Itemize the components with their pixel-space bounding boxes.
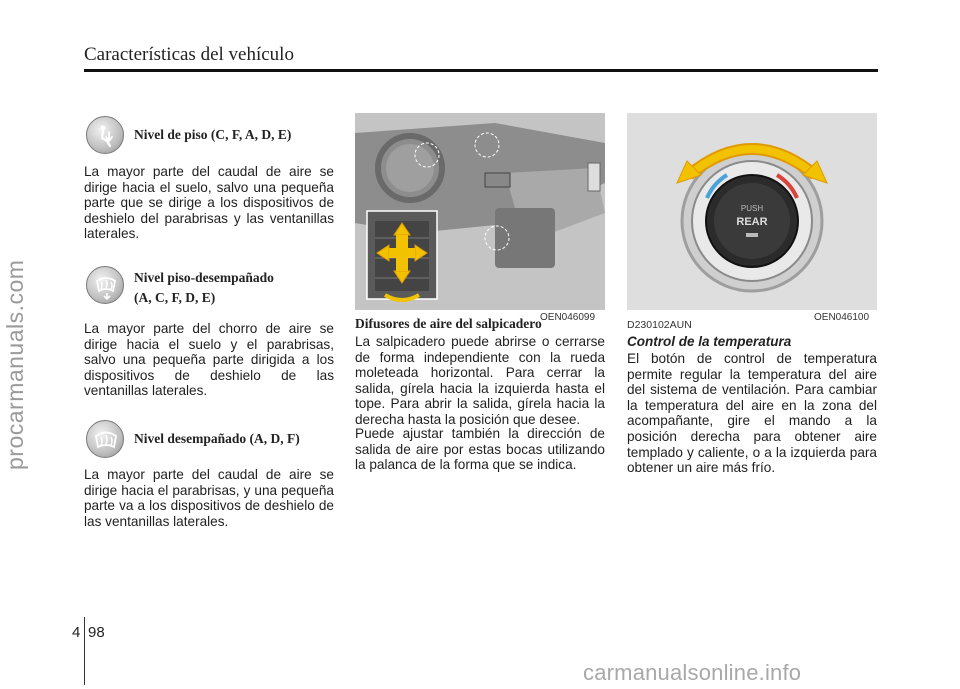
vents-paragraph-2: Puede ajustar también la dirección de salida de aire por estas bocas utilizando la palanca de la forma que se indica. bbox=[355, 426, 605, 473]
page-header-title: Características del vehículo bbox=[84, 44, 294, 65]
figure-code-knob: OEN046100 bbox=[814, 312, 870, 323]
temperature-heading: Control de la temperatura bbox=[627, 334, 792, 349]
footer-page-number: 98 bbox=[88, 624, 105, 641]
mode-text-defrost: La mayor parte del caudal de aire se dirige hacia el parabrisas, y una pequeña parte va a los dispositivos de deshielo de las ventanillas laterales. bbox=[84, 467, 334, 529]
defrost-icon bbox=[86, 420, 124, 458]
temperature-knob-figure bbox=[627, 113, 877, 310]
mode-text-floor-defrost: La mayor parte del chorro de aire se dirige hacia el suelo y el parabrisas, salvo una pequeña parte dirigida a los dispositivos de deshielo de las ventanillas laterales. bbox=[84, 321, 334, 399]
knob-rear-text: REAR bbox=[736, 216, 768, 228]
watermark-left: procarmanuals.com bbox=[2, 259, 28, 470]
footer-divider bbox=[84, 617, 85, 685]
mode-title-floor: Nivel de piso (C, F, A, D, E) bbox=[134, 127, 292, 142]
vents-heading: Difusores de aire del salpicadero bbox=[355, 316, 542, 331]
temperature-paragraph: El botón de control de temperatura permite regular la temperatura del aire del sistema de ventilación. Para cambiar la temperatura del aire en la zona del acompañante, gire el mando a la posición derecha para obtener aire templado y caliente, o a la izquierda para obtener un aire más frío. bbox=[627, 351, 877, 476]
mode-text-floor: La mayor parte del caudal de aire se dirige hacia el suelo, salvo una pequeña parte que se dirige a los dispositivos de deshielo del parabrisas y las ventanillas laterales. bbox=[84, 164, 334, 242]
floor-defrost-icon bbox=[86, 266, 124, 304]
dashboard-vents-figure bbox=[355, 113, 605, 310]
footer-chapter-number: 4 bbox=[72, 624, 81, 641]
knob-push-text: PUSH bbox=[740, 204, 764, 213]
dashboard-illustration bbox=[355, 113, 605, 310]
knob-illustration bbox=[627, 113, 877, 310]
mode-title-defrost: Nivel desempañado (A, D, F) bbox=[134, 431, 300, 446]
figure-code-vents: OEN046099 bbox=[540, 312, 596, 323]
header-rule bbox=[84, 69, 878, 72]
vents-paragraph-1: La salpicadero puede abrirse o cerrarse de forma independiente con la rueda moleteada horizontal. Para cerrar la salida, gírela hacia la izquierda hasta el tope. Para abrir la salida, gírela hacia la derecha hasta la posición que desee. bbox=[355, 334, 605, 427]
floor-air-icon bbox=[86, 116, 124, 154]
section-code: D230102AUN bbox=[627, 319, 692, 331]
mode-title-floor-defrost: Nivel piso-desempañado (A, C, F, D, E) bbox=[134, 270, 274, 305]
watermark-bottom: carmanualsonline.info bbox=[583, 660, 802, 685]
